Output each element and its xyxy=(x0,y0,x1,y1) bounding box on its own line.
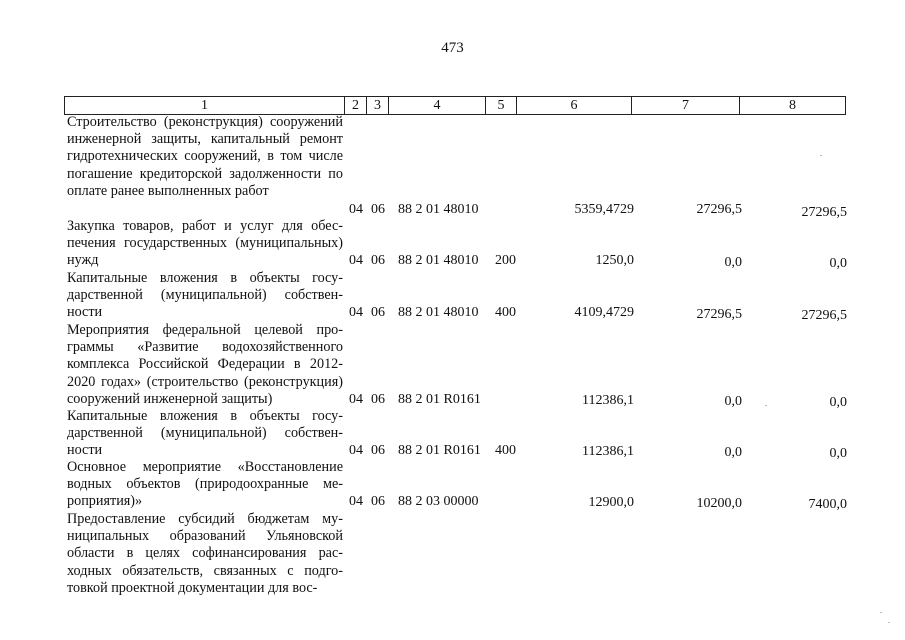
column-header-1: 1 xyxy=(65,97,345,115)
page-number: 473 xyxy=(441,40,464,56)
subsection-code: 06 xyxy=(371,443,385,458)
row-description: Закупка товаров, работ и услуг для обеспечения государственных (муниципальных) нужд xyxy=(67,218,343,269)
column-header-5: 5 xyxy=(486,97,517,115)
target-article-code: 88 2 03 00000 xyxy=(398,494,479,509)
column-header-8: 8 xyxy=(740,97,846,115)
row-description: Капитальные вложения в объекты государственной (муниципальной) собственности xyxy=(67,408,343,459)
target-article-code: 88 2 01 48010 xyxy=(398,202,479,217)
subsection-code: 06 xyxy=(371,202,385,217)
amount-col-6: 4109,4729 xyxy=(574,305,634,320)
amount-col-8: 27296,5 xyxy=(801,308,847,323)
subsection-code: 06 xyxy=(371,305,385,320)
amount-col-8: 0,0 xyxy=(829,395,847,410)
column-header-4: 4 xyxy=(389,97,486,115)
target-article-code: 88 2 01 R0161 xyxy=(398,392,481,407)
section-code: 04 xyxy=(349,253,363,268)
target-article-code: 88 2 01 48010 xyxy=(398,305,479,320)
amount-col-8: 7400,0 xyxy=(808,497,847,512)
amount-col-7: 0,0 xyxy=(724,394,742,409)
expense-type-code: 400 xyxy=(495,443,516,458)
subsection-code: 06 xyxy=(371,392,385,407)
expense-type-code: 200 xyxy=(495,253,516,268)
row-description: Мероприятия федеральной целевой программы «Развитие водохозяйственного комплекса Российской Федерации в 2012-2020 годах» (строительство (реконструкция) сооружений инженерной защиты) xyxy=(67,322,343,407)
amount-col-7: 27296,5 xyxy=(696,307,742,322)
scan-speck xyxy=(880,612,882,613)
column-header-3: 3 xyxy=(367,97,389,115)
amount-col-6: 1250,0 xyxy=(595,253,634,268)
amount-col-8: 0,0 xyxy=(829,446,847,461)
section-code: 04 xyxy=(349,202,363,217)
row-description: Капитальные вложения в объекты государственной (муниципальной) собственности xyxy=(67,270,343,321)
row-description: Строительство (реконструкция) сооружений инженерной защиты, капитальный ремонт гидротехнических сооружений, в том числе погашение кредиторской задолженности по оплате ранее выполненных работ xyxy=(67,114,343,199)
subsection-code: 06 xyxy=(371,253,385,268)
amount-col-6: 5359,4729 xyxy=(574,202,634,217)
amount-col-7: 0,0 xyxy=(724,255,742,270)
target-article-code: 88 2 01 R0161 xyxy=(398,443,481,458)
scan-speck xyxy=(765,405,767,406)
section-code: 04 xyxy=(349,443,363,458)
amount-col-6: 112386,1 xyxy=(582,444,634,459)
amount-col-7: 27296,5 xyxy=(696,202,742,217)
amount-col-7: 10200,0 xyxy=(696,496,742,511)
amount-col-8: 0,0 xyxy=(829,256,847,271)
column-header-7: 7 xyxy=(632,97,740,115)
scan-speck xyxy=(820,155,822,156)
amount-col-8: 27296,5 xyxy=(801,205,847,220)
scan-speck xyxy=(888,622,890,623)
row-description: Предоставление субсидий бюджетам муниципальных образований Ульяновской области в целях софинансирования расходных обязательств, связанных с подготовкой проектной документации для вос- xyxy=(67,511,343,596)
target-article-code: 88 2 01 48010 xyxy=(398,253,479,268)
amount-col-6: 112386,1 xyxy=(582,393,634,408)
expense-type-code: 400 xyxy=(495,305,516,320)
amount-col-6: 12900,0 xyxy=(588,495,634,510)
section-code: 04 xyxy=(349,305,363,320)
column-header-2: 2 xyxy=(345,97,367,115)
amount-col-7: 0,0 xyxy=(724,445,742,460)
section-code: 04 xyxy=(349,494,363,509)
row-description: Основное мероприятие «Восстановление водных объектов (природоохранные мероприятия)» xyxy=(67,459,343,510)
column-header-6: 6 xyxy=(517,97,632,115)
column-header-row xyxy=(65,97,846,115)
column-header-table xyxy=(64,96,846,115)
subsection-code: 06 xyxy=(371,494,385,509)
section-code: 04 xyxy=(349,392,363,407)
